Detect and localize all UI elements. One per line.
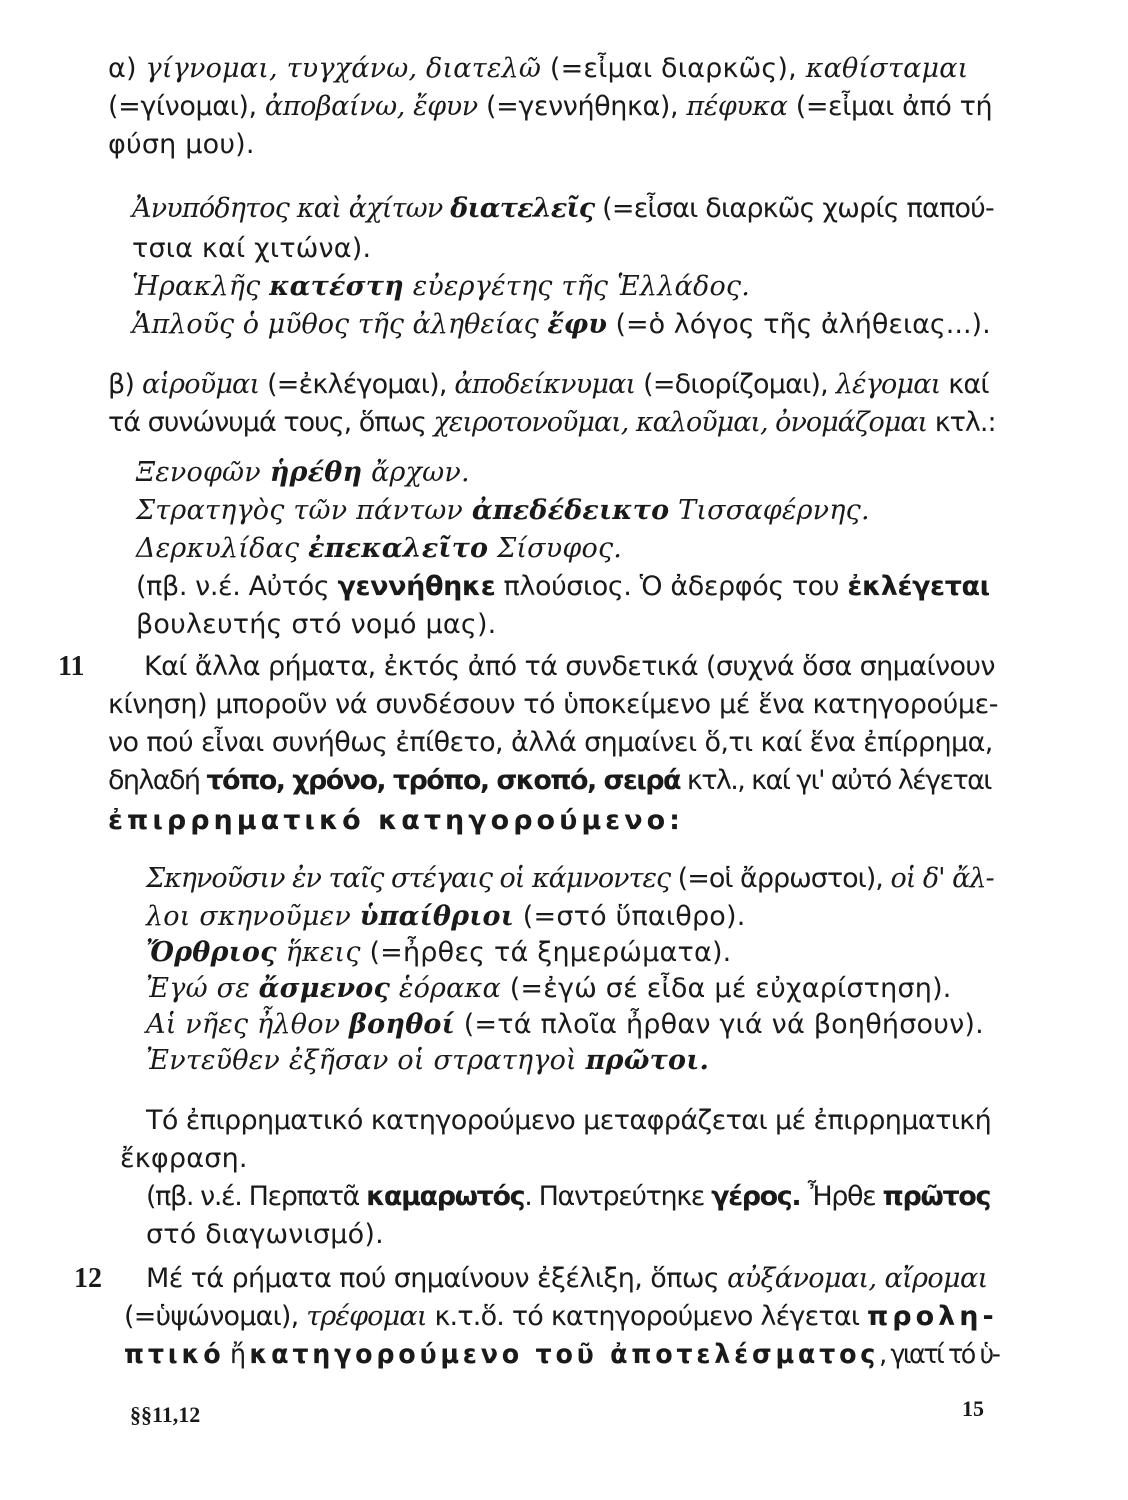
section-11-line-3: νο πού εἶναι συνήθως ἐπίθετο, ἀλλά σημαίνει ὅ,τι καί ἕνα ἐπίρρημα,	[108, 727, 993, 758]
example-11-2: λοι σκηνοῦμεν ὑπαίθριοι (=στό ὕπαιθρο).	[146, 901, 746, 932]
example-b-2: Στρατηγὸς τῶν πάντων ἀπεδέδεικτο Τισσαφέρνης.	[136, 495, 870, 526]
line-b-1: β) αἱροῦμαι (=ἐκλέγομαι), ἀποδείκνυμαι (=διορίζομαι), λέγομαι καί	[108, 369, 989, 400]
section-11-line-4: δηλαδή τόπο, χρόνο, τρόπο, σκοπό, σειρά κτλ., καί γι' αὐτό λέγεται	[108, 765, 991, 796]
example-11-1: Σκηνοῦσιν ἐν ταῖς στέγαις οἱ κάμνοντες (=οἱ ἄρρωστοι), οἱ δ' ἄλ-	[146, 863, 994, 894]
example-line-4: Ἁπλοῦς ὁ μῦθος τῆς ἀληθείας ἔφυ (=ὁ λόγος τῆς ἀλήθειας...).	[132, 309, 991, 340]
example-b-5: βουλευτής στό νομό μας).	[136, 609, 497, 640]
line-2: (=γίνομαι), ἀποβαίνω, ἔφυν (=γεννήθηκα), πέφυκα (=εἶμαι ἀπό τή	[108, 91, 993, 122]
term-adverbial-predicate: ἐπιρρηματικό κατηγορούμενο:	[108, 805, 684, 836]
section-number-12: 12	[74, 1263, 102, 1294]
example-b-3: Δερκυλίδας ἐπεκαλεῖτο Σίσυφος.	[136, 533, 623, 564]
section-11-line-1: Καί ἄλλα ρήματα, ἐκτός ἀπό τά συνδετικά (συχνά ὅσα σημαίνουν	[144, 651, 995, 682]
line-b-2: τά συνώνυμά τους, ὅπως χειροτονοῦμαι, καλοῦμαι, ὀνομάζομαι κτλ.:	[108, 407, 996, 438]
example-11-3: Ὄρθριος ἥκεις (=ἦρθες τά ξημερώματα).	[146, 937, 732, 968]
example-b-1: Ξενοφῶν ἡρέθη ἄρχων.	[136, 457, 470, 488]
translation-note-line-1: Τό ἐπιρρηματικό κατηγορούμενο μεταφράζεται μέ ἐπιρρηματική	[146, 1105, 992, 1136]
line-3: φύση μου).	[108, 129, 255, 160]
footer-section-reference: §§11,12	[130, 1402, 201, 1427]
example-11-4: Ἐγώ σε ἄσμενος ἑόρακα (=ἐγώ σέ εἶδα μέ εὐχαρίστηση).	[146, 973, 952, 1004]
page-number: 15	[962, 1396, 984, 1421]
translation-note-line-3: (πβ. ν.έ. Περπατᾶ καμαρωτός. Παντρεύτηκε γέρος. Ἦρθε πρῶτος	[146, 1181, 991, 1212]
example-line-2: τσια καί χιτώνα).	[132, 233, 372, 264]
example-line-1: Ἀνυπόδητος καὶ ἀχίτων διατελεῖς (=εἶσαι διαρκῶς χωρίς παπού-	[132, 193, 994, 224]
translation-note-line-4: στό διαγωνισμό).	[146, 1219, 384, 1250]
section-number-11: 11	[58, 651, 85, 682]
example-line-3: Ἡρακλῆς κατέστη εὐεργέτης τῆς Ἑλλάδος.	[132, 271, 751, 302]
example-11-6: Ἐντεῦθεν ἐξῆσαν οἱ στρατηγοὶ πρῶτοι.	[146, 1045, 710, 1076]
section-12-line-1: Μέ τά ρήματα πού σημαίνουν ἐξέλιξη, ὅπως αὐξάνομαι, αἴρομαι	[146, 1263, 988, 1294]
translation-note-line-2: ἔκφραση.	[120, 1143, 248, 1174]
section-12-line-2: (=ὑψώνομαι), τρέφομαι κ.τ.ὅ. τό κατηγορούμενο λέγεται προλη-	[124, 1301, 998, 1332]
section-12-line-3: πτικό ἤ κατηγορούμενο τοῦ ἀποτελέσματος, γιατί τό ὑ-	[124, 1339, 999, 1370]
section-11-line-2: κίνηση) μποροῦν νά συνδέσουν τό ὑποκείμενο μέ ἕνα κατηγορούμε-	[108, 689, 999, 720]
example-11-5: Αἱ νῆες ἦλθον βοηθοί (=τά πλοῖα ἦρθαν γιά νά βοηθήσουν).	[146, 1009, 984, 1040]
example-b-4: (πβ. ν.έ. Αὐτός γεννήθηκε πλούσιος. Ὁ ἀδερφός του ἐκλέγεται	[136, 571, 990, 602]
line-1: α) γίγνομαι, τυγχάνω, διατελῶ (=εἶμαι διαρκῶς), καθίσταμαι	[108, 53, 969, 84]
